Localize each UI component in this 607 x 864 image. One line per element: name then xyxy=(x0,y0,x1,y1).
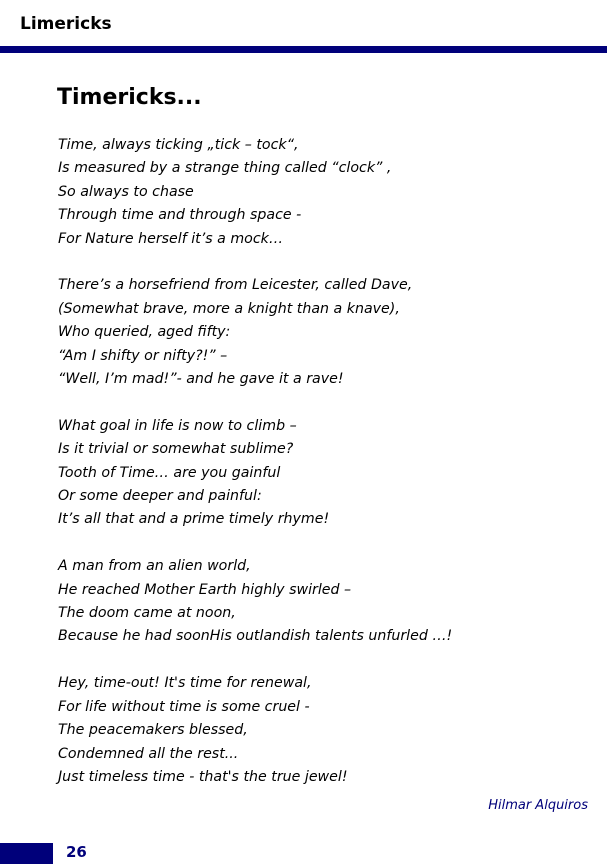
poem-line: So always to chase xyxy=(58,183,194,200)
poem-line: Time, always ticking „tick – tock“, xyxy=(58,137,299,153)
poem-line: He reached Mother Earth highly swirled – xyxy=(58,581,352,598)
poem-line: What goal in life is now to climb – xyxy=(58,417,297,434)
poem-line: A man from an alien world, xyxy=(58,558,251,575)
page-number: 26 xyxy=(66,843,87,861)
poem-line: “Well, I’m mad!”- and he gave it a rave! xyxy=(58,371,344,388)
poem-line: Hey, time-out! It's time for renewal, xyxy=(58,675,312,692)
poem-line: Condemned all the rest... xyxy=(58,745,239,762)
stanza xyxy=(58,134,598,251)
poem-line: Through time and through space - xyxy=(58,207,302,224)
poem-line: “Am I shifty or nifty?!” – xyxy=(58,347,228,364)
poem-title: Timericks... xyxy=(57,85,202,110)
poem-line: Is it trivial or somewhat sublime? xyxy=(58,441,294,458)
poem-line: Or some deeper and painful: xyxy=(58,488,262,505)
poem-line: For Nature herself it’s a mock… xyxy=(58,230,284,247)
poem-line: (Somewhat brave, more a knight than a knave), xyxy=(58,300,400,317)
poem-body xyxy=(58,134,598,813)
poem-line: Who queried, aged fifty: xyxy=(58,324,231,341)
header-rule xyxy=(0,46,607,53)
poem-line: Just timeless time - that's the true jewel! xyxy=(58,768,348,785)
footer-bar xyxy=(0,843,53,864)
poem-line: Because he had soonHis outlandish talents unfurled …! xyxy=(58,628,453,645)
poem-line: Tooth of Time… are you gainful xyxy=(58,464,281,481)
poem-line: The peacemakers blessed, xyxy=(58,722,248,739)
poem-line: There’s a horsefriend from Leicester, called Dave, xyxy=(58,277,413,294)
poem-author: Hilmar Alquiros xyxy=(488,798,588,813)
stanza xyxy=(58,555,598,649)
poem-line: For life without time is some cruel - xyxy=(58,698,310,715)
poem-line: It’s all that and a prime timely rhyme! xyxy=(58,511,330,528)
stanza xyxy=(58,274,598,391)
poem-line: The doom came at noon, xyxy=(58,605,236,622)
header-title: Limericks xyxy=(20,14,112,34)
poem-line: Is measured by a strange thing called “clock” , xyxy=(58,160,392,177)
stanza xyxy=(58,672,598,789)
stanza xyxy=(58,415,598,532)
